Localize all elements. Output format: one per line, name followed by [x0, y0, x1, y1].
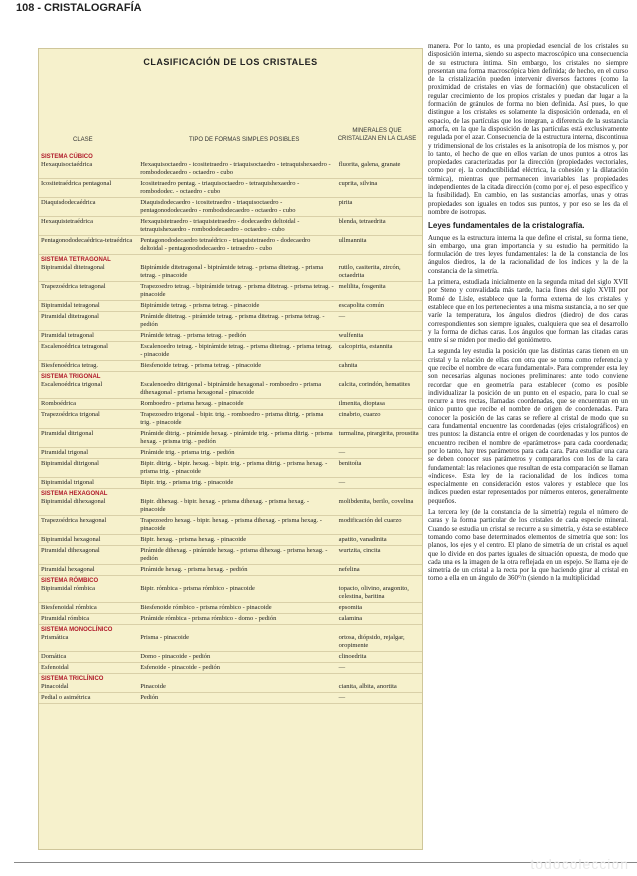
table-row [39, 361, 422, 372]
cell-formas: Escalenoedro tetrag. - bipirámide tetrag. - prisma ditetrag. - prisma tetrag. - pinacoide [140, 343, 333, 358]
cell-minerales: rutilo, casiterita, zircón, octaedrita [338, 264, 401, 279]
cell-minerales: benitoíta [338, 460, 362, 467]
cell-clase: Piramidal hexagonal [41, 566, 95, 573]
cell-minerales: — [338, 694, 346, 701]
table-row [39, 217, 422, 236]
table-row [39, 693, 422, 704]
table-body [39, 152, 422, 704]
table-row [39, 663, 422, 674]
cell-formas: Domo - pinacoide - pedión [140, 653, 211, 660]
table-row [39, 198, 422, 217]
cell-formas: Bipirámide ditetragonal - bipirámide tetrag. - prisma ditetrag. - prisma tetrag. - pinacoide [140, 264, 324, 279]
table-row [39, 516, 422, 535]
cell-clase: Bipiramidal ditetragonal [41, 264, 105, 271]
table-row [39, 410, 422, 429]
cell-clase: Piramidal dihexagonal [41, 547, 100, 554]
cell-clase: Bipiramidal rómbica [41, 585, 95, 592]
cell-minerales: cahnita [338, 362, 358, 369]
table-row [39, 633, 422, 652]
cell-minerales: calcita, corindón, hematites [338, 381, 411, 388]
table-row [39, 535, 422, 546]
cell-clase: Biesfenoidal rómbica [41, 604, 97, 611]
cell-minerales: turmalina, pirargirita, proustita [338, 430, 419, 437]
col-header-formas: TIPO DE FORMAS SIMPLES POSIBLES [189, 137, 300, 143]
cell-minerales: melilita, fosgenita [338, 283, 386, 290]
cell-minerales: wulfenita [338, 332, 364, 339]
section-heading: Leyes fundamentales de la cristalografía. [428, 221, 585, 231]
cell-minerales: molibdenita, berilo, covelina [338, 498, 414, 505]
paragraph: manera. Por lo tanto, es una propiedad esencial de los cristales su disposición interna, siendo su aspecto macroscópico una consecuencia de su estructura íntima. Sin embargo, los cristales no siempre presentan una forma macroscópica bien definida; de hecho, en el curso de la cristalización pueden intervenir diversos factores (como la proximidad de cristales en vías de formación) que obstaculicen el regular crecimiento de los propios cristales y puedan dar lugar a la formación de gránulos de forma no bien definida. Así pues, lo que distingue a los cristales es solamente la disposición ordenada, en el espacio, de las partículas que los integran, a diferencia de la sustancia amorfa, en la que la disposición de las partículas está exclusivamente regulada por el azar. Consecuencia de la estructura interna, discontinua y tridimensional de los cristales es la anisotropía de los mismos y, por lo tanto, el hecho de que en ellos varían de unos puntos a otros las propiedades caracterizadas por la dirección (propiedades vectoriales, como por ej. la conductibilidad eléctrica, la cohesión y la dilatación térmica), mientras que permanecen invariables las propiedades independientes de la citada dirección (como por ej. el peso específico y la fusibilidad). En cambio, en las sustancias amorfas, unas y otras propiedades son iguales en todos sus puntos, y por eso se les da el nombre de isotropas. [428, 42, 628, 216]
cell-minerales: ullmannita [338, 237, 367, 244]
cell-minerales: blenda, tetraedrita [338, 218, 386, 225]
cell-clase: Romboédrica [41, 400, 77, 407]
cell-clase: Biesfenoédrica tetrag. [41, 362, 99, 369]
table-row [39, 312, 422, 331]
cell-minerales: topacio, olivino, aragonito, celestina, baritina [338, 585, 409, 600]
cell-clase: Hexaquisoctaédrica [41, 161, 93, 168]
cell-minerales: — [338, 449, 346, 456]
cell-clase: Bipiramidal tetragonal [41, 302, 100, 309]
cell-minerales: — [338, 664, 346, 671]
table-row [39, 652, 422, 663]
cell-minerales: cuprita, silvina [338, 180, 378, 187]
cell-clase: Bipiramidal ditrigonal [41, 460, 99, 467]
table-row [39, 263, 422, 282]
cell-clase: Escalenoédrica tetragonal [41, 343, 108, 350]
cell-clase: Diaquisdodecaédrica [41, 199, 96, 206]
table-row [39, 448, 422, 459]
cell-formas: Hexaquistetraedro - triaquistetraedro - dodecaedro deltoidal - tetraquishexaedro - rombododecaedro - octaedro - cubo [140, 218, 300, 233]
table-row [39, 614, 422, 625]
col-header-clase: CLASE [73, 137, 93, 143]
cell-formas: Pirámide rómbica - prisma rómbico - domo - pedión [140, 615, 277, 622]
cell-minerales: calcopirita, estannita [338, 343, 393, 350]
cell-clase: Trapezoédrica tetragonal [41, 283, 106, 290]
system-heading: SISTEMA TETRAGONAL [41, 257, 111, 263]
cell-formas: Romboedro - prisma hexag. - pinacoide [140, 400, 244, 407]
table-row [39, 584, 422, 603]
system-heading: SISTEMA RÓMBICO [41, 578, 99, 584]
cell-formas: Pedión [140, 694, 159, 701]
cell-formas: Escalenoedro ditrigonal - bipirámide hexagonal - romboedro - prisma dihexagonal - prisma hexagonal - pinacoide [140, 381, 322, 396]
table-row [39, 380, 422, 399]
cell-minerales: fluorita, galena, granate [338, 161, 401, 168]
system-heading: SISTEMA CÚBICO [41, 154, 93, 160]
cell-clase: Trapezoédrica trigonal [41, 411, 100, 418]
cell-clase: Bipiramidal dihexagonal [41, 498, 106, 505]
cell-minerales: ilmenita, dioptasa [338, 400, 385, 407]
cell-minerales: escapolita común [338, 302, 384, 309]
cell-clase: Piramidal ditrigonal [41, 430, 94, 437]
cell-minerales: epsomita [338, 604, 363, 611]
system-heading: SISTEMA TRICLÍNICO [41, 676, 104, 682]
cell-formas: Trapezoedro hexag. - bipir. hexag. - prisma dihexag. - prisma hexag. - pinacoide [140, 517, 322, 532]
cell-clase: Pentagonododecaédrica-tetraédrica [41, 237, 133, 244]
table-row [39, 342, 422, 361]
cell-formas: Hexaquisoctaedro - icositetraedro - triaquisoctaedro - tetraquishexaedro - rombododecaedro - octaedro - cubo [140, 161, 331, 176]
cell-formas: Bipirámide tetrag. - prisma tetrag. - pinacoide [140, 302, 260, 309]
table-row [39, 497, 422, 516]
section-title: CRISTALOGRAFÍA [44, 2, 142, 14]
cell-minerales: pirita [338, 199, 353, 206]
cell-formas: Biesfenoide rómbico - prisma rómbico - pinacoide [140, 604, 272, 611]
table-row [39, 301, 422, 312]
cell-formas: Bipir. rómbica - prisma rómbico - pinacoide [140, 585, 255, 592]
table-row [39, 565, 422, 576]
table-row [39, 682, 422, 693]
cell-minerales: — [338, 479, 346, 486]
body-text-column [428, 42, 628, 586]
table-row [39, 603, 422, 614]
table-row [39, 236, 422, 255]
cell-clase: Hexaquistetraédrica [41, 218, 93, 225]
cell-minerales: apatito, vanadinita [338, 536, 387, 543]
paragraph: La segunda ley estudia la posición que las distintas caras tienen en un cristal y la relación de ellas con otra que se toma como referencia y que recibe el nombre de «cara fundamental». Para comprender esta ley son necesarias algunas nociones preliminares: ante todo conviene recordar que en geometría para establecer (como es posible individualizar la posición de un punto en el espacio, para lo cual se recurre a tres rectas, llamadas coordenadas, que se encuentran en un único punto que recibe el nombre de origen de coordenadas. Para conocer la posición de las caras se refiere al cristal de modo que su cara fundamental encuentre las coordenadas (ejes cristalográficos) en tres puntos: la distancia entre el origen de coordenadas y los puntos de encuentro reciben el nombre de «parámetros» para cada coordenada; por lo tanto, hay tres parámetros para cada cara. Para estudiar una cara se deben conocer sus parámetros y compararlos con los de la cara fundamental: las relaciones que resultan de esta comparación se llaman «índices». Esta ley de la racionalidad de los índices toma especialmente en consideración estos valores y establece que los índices pueden estar representados por números enteros, generalmente pequeños. [428, 347, 628, 505]
cell-clase: Piramidal ditetragonal [41, 313, 99, 320]
table-row [39, 399, 422, 410]
paragraph: Aunque es la estructura interna la que define el cristal, su forma tiene, sin embargo, una gran importancia y su estudio ha permitido la formulación de tres leyes fundamentales: la de la constancia de los ángulos diedros, la de la racionalidad de los índices y la de la constancia de la simetría. [428, 233, 628, 275]
table-title: CLASIFICACIÓN DE LOS CRISTALES [143, 57, 318, 67]
cell-minerales: ortosa, diópsido, rejalgar, oropimente [338, 634, 405, 649]
table-row [39, 546, 422, 565]
cell-minerales: wurtzita, cincita [338, 547, 381, 554]
cell-formas: Pirámide ditrig. - pirámide hexag. - pirámide trig. - prisma ditrig. - prisma hexag. - prisma trig. - pedión [140, 430, 333, 445]
cell-formas: Pirámide dihexag. - pirámide hexag. - prisma dihexag. - prisma hexag. - pedión [140, 547, 328, 562]
cell-formas: Pinacoide [140, 683, 166, 690]
cell-minerales: modificación del cuarzo [338, 517, 402, 524]
cell-clase: Trapezoédrica hexagonal [41, 517, 107, 524]
cell-clase: Prismática [41, 634, 69, 641]
cell-formas: Pirámide tetrag. - prisma tetrag. - pedión [140, 332, 247, 339]
cell-clase: Piramidal rómbica [41, 615, 90, 622]
cell-formas: Pirámide ditetrag. - pirámide tetrag. - prisma ditetrag. - prisma tetrag. - pedión [140, 313, 325, 328]
cell-clase: Piramidal tetragonal [41, 332, 94, 339]
cell-clase: Bipiramidal hexagonal [41, 536, 101, 543]
cell-formas: Bipir. trig. - prisma trig. - pinacoide [140, 479, 234, 486]
table-row [39, 282, 422, 301]
header-separator: - [37, 2, 42, 14]
cell-clase: Escalenoédrica trigonal [41, 381, 103, 388]
cell-formas: Esfenoide - pinacoide - pedión [140, 664, 221, 671]
cell-clase: Piramidal trigonal [41, 449, 89, 456]
cell-formas: Trapezoedro trigonal - bipir. trig. - romboedro - prisma ditrig. - prisma trig. - pinacoide [140, 411, 324, 426]
table-row [39, 179, 422, 198]
cell-clase: Bipiramidal trigonal [41, 479, 94, 486]
table-row [39, 478, 422, 489]
cell-formas: Pirámide trig. - prisma trig. - pedión [140, 449, 235, 456]
table-row [39, 429, 422, 448]
cell-clase: Pinacoidal [41, 683, 69, 690]
cell-formas: Bipir. dihexag. - bipir. hexag. - prisma dihexag. - prisma hexag. - pinacoide [140, 498, 310, 513]
page-header [16, 2, 142, 14]
cell-clase: Icositetraédrica pentagonal [41, 180, 112, 187]
cell-formas: Diaquisdodecaedro - icositetraedro - triaquisoctaedro - pentagonododecaedro - rombododecaedro - octaedro - cubo [140, 199, 296, 214]
table-row [39, 160, 422, 179]
page-number: 108 [16, 2, 35, 14]
cell-minerales: calamina [338, 615, 363, 622]
cell-formas: Icositetraedro pentag. - triaquisoctaedro - tetraquishexaedro - rombododec. - octaedro - cubo [140, 180, 300, 195]
cell-minerales: clinoedrita [338, 653, 367, 660]
cell-minerales: cianita, albita, anortita [338, 683, 397, 690]
cell-minerales: nefelina [338, 566, 360, 573]
table-row [39, 459, 422, 478]
paragraph: La primera, estudiada inicialmente en la segunda mitad del siglo XVII por Steno y convalidada más tarde, hacia fines del siglo XVIII por Romé de Lisle, establece que la forma externa de los cristales y establece que en los pertenecientes a una misma sustancia, a no ser que varíe la temperatura, los ángulos diedros (diedro) de dos caras correspondientes son siempre iguales, cualquiera que sea el desarrollo y la forma de dichas caras. Los ángulos que forman las citadas caras entre sí se miden por medio del goniómetro. [428, 278, 628, 345]
cell-clase: Domática [41, 653, 67, 660]
cell-formas: Pentagonododecaedro tetraédrico - triaquistetraedro - dodecaedro deltoidal - pentagonododecaedro - tetraedro - cubo [140, 237, 311, 252]
cell-formas: Pirámide hexag. - prisma hexag. - pedión [140, 566, 248, 573]
system-heading: SISTEMA HEXAGONAL [41, 491, 108, 497]
classification-table [38, 48, 423, 850]
paragraph: La tercera ley (de la constancia de la simetría) regula el número de caras y la forma particular de los cristales de cada especie mineral. Cuando se estudia un cristal se recurre a su simetría, y ésta se establece tomando como base determinados elementos de simetría que son: los planos, los ejes y el centro. El plano de simetría de un cristal es aquel que lo divide en dos partes iguales de situación opuesta, de modo que cada una es la imagen de la otra reflejada en un espejo. Se llama eje de simetría de un cristal a la recta por la que haciendo girar al cristal en torno a ella en un ángulo de 360°/n (siendo n la multiplicidad [428, 508, 628, 583]
watermark: todocoleccion [530, 856, 629, 872]
cell-formas: Biesfenoide tetrag. - prisma tetrag. - pinacoide [140, 362, 262, 369]
cell-formas: Bipir. hexag. - prisma hexag. - pinacoide [140, 536, 247, 543]
table-row [39, 331, 422, 342]
cell-formas: Bipir. ditrig. - bipir. hexag. - bipir. trig. - prisma ditrig. - prisma hexag. - prisma trig. - pinacoide [140, 460, 328, 475]
cell-clase: Pedial o asimétrica [41, 694, 91, 701]
cell-formas: Trapezoedro tetrag. - bipirámide tetrag. - prisma ditetrag. - prisma tetrag. - pinacoide [140, 283, 334, 298]
col-header-minerales: MINERALES QUE CRISTALIZAN EN LA CLASE [337, 128, 417, 142]
cell-clase: Esfenoidal [41, 664, 69, 671]
cell-minerales: cinabrio, cuarzo [338, 411, 381, 418]
cell-formas: Prisma - pinacoide [140, 634, 189, 641]
system-heading: SISTEMA MONOCLÍNICO [41, 627, 113, 633]
system-heading: SISTEMA TRIGONAL [41, 374, 101, 380]
cell-minerales: — [338, 313, 346, 320]
